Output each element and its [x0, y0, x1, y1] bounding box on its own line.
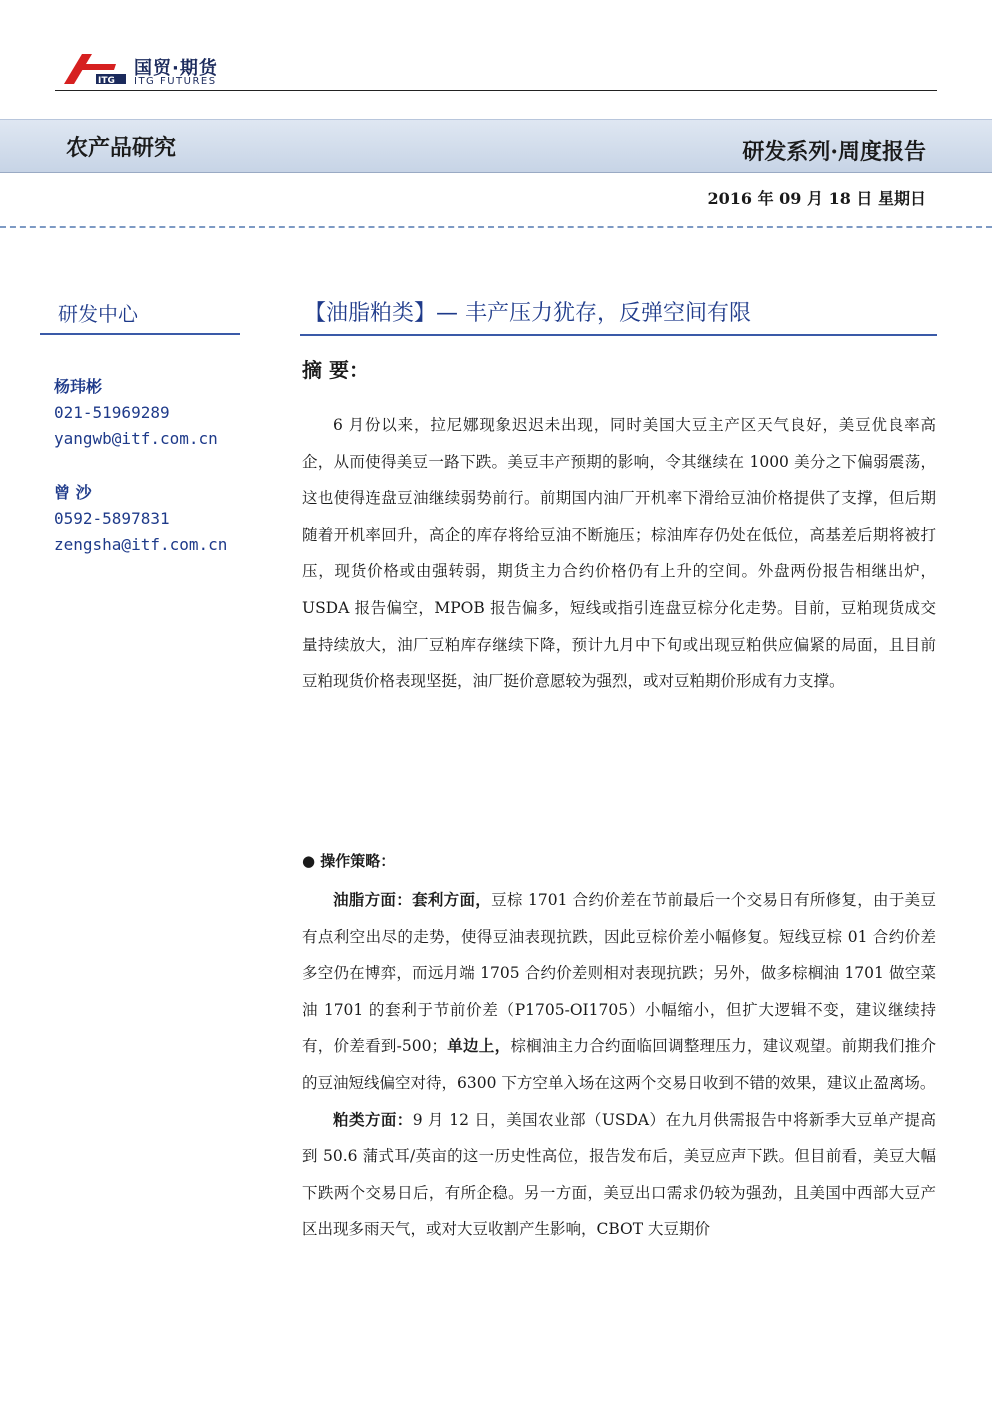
- dashed-divider: [0, 226, 992, 228]
- contact-name: 杨玮彬: [54, 377, 103, 396]
- abstract-body: [302, 407, 936, 700]
- report-banner: [0, 119, 992, 173]
- contact-phone: 0592-5897831: [54, 509, 170, 528]
- strategy-body: [302, 882, 936, 1248]
- logo-mark-text: ITG: [98, 76, 115, 86]
- header-divider: [55, 90, 937, 91]
- oil-paragraph: [302, 882, 936, 1102]
- banner-series: 研发系列·周度报告: [742, 139, 926, 165]
- logo-chinese-name: 国贸·期货: [134, 58, 218, 79]
- sidebar-title: 研发中心: [58, 302, 138, 326]
- oil-text-1: 豆棕 1701 合约价差在节前最后一个交易日有所修复，由于美豆有点利空出尽的走势，使得豆油表现抗跌，因此豆棕价差小幅修复。短线豆棕 01 合约价差多空仍在博弈，而远月端 1705 合约价差则相对表现抗跌；另外，做多棕榈油 1701 做空菜油 1701 的套利于节前价差（P1705-OI1705）小幅缩小，但扩大逻辑不变，建议继续持有，价差看到-500；: [302, 891, 936, 1056]
- contact-email[interactable]: yangwb@itf.com.cn: [54, 429, 218, 448]
- title-rule: [300, 334, 937, 336]
- report-date: 2016 年 09 月 18 日 星期日: [707, 189, 926, 208]
- company-logo: [58, 50, 228, 90]
- contact-card: [54, 480, 227, 558]
- oil-label: 油脂方面：: [333, 890, 413, 909]
- contact-name: 曾 沙: [54, 483, 92, 502]
- logo-english-name: ITG FUTURES: [134, 76, 217, 87]
- meal-paragraph: [302, 1102, 936, 1248]
- meal-text: 9 月 12 日，美国农业部（USDA）在九月供需报告中将新季大豆单产提高到 50.6 蒲式耳/英亩的这一历史性高位，报告发布后，美豆应声下跌。但目前看，美豆大幅下跌两个交易日后，有所企稳。另一方面，美豆出口需求仍较为强劲，且美国中西部大豆产区出现多雨天气，或对大豆收割产生影响，CBOT 大豆期价: [302, 1110, 936, 1239]
- oil-text-2: 棕榈油主力合约面临回调整理压力，建议观望。前期我们推介的豆油短线偏空对待，6300 下方空单入场在这两个交易日收到不错的效果，建议止盈离场。: [302, 1037, 936, 1092]
- arbitrage-label: 套利方面，: [412, 890, 492, 909]
- abstract-paragraph: 6 月份以来，拉尼娜现象迟迟未出现，同时美国大豆主产区天气良好，美豆优良率高企，从而使得美豆一路下跌。美豆丰产预期的影响，令其继续在 1000 美分之下偏弱震荡，这也使得连盘豆油继续弱势前行。前期国内油厂开机率下滑给豆油价格提供了支撑，但后期随着开机率回升，高企的库存将给豆油不断施压；棕油库存仍处在低位，高基差后期将被打压，现货价格或由强转弱，期货主力合约价格仍有上升的空间。外盘两份报告相继出炉，USDA 报告偏空，MPOB 报告偏多，短线或指引连盘豆棕分化走势。目前，豆粕现货成交量持续放大，油厂豆粕库存继续下降，预计九月中下旬或出现豆粕供应偏紧的局面，且目前豆粕现货价格表现坚挺，油厂挺价意愿较为强烈，或对豆粕期价形成有力支撑。: [302, 416, 936, 691]
- contact-email[interactable]: zengsha@itf.com.cn: [54, 535, 228, 554]
- banner-category: 农产品研究: [66, 135, 177, 161]
- unilateral-label: 单边上，: [446, 1036, 511, 1056]
- report-title: 【油脂粕类】— 丰产压力犹存，反弹空间有限: [304, 301, 751, 326]
- meal-label: 粕类方面：: [333, 1109, 413, 1129]
- contact-phone: 021-51969289: [54, 403, 170, 422]
- contact-card: [54, 374, 218, 452]
- itg-logo-icon: [58, 50, 128, 86]
- sidebar-rule: [40, 333, 240, 335]
- abstract-heading: 摘 要：: [302, 358, 369, 382]
- strategy-heading: ● 操作策略：: [302, 852, 396, 870]
